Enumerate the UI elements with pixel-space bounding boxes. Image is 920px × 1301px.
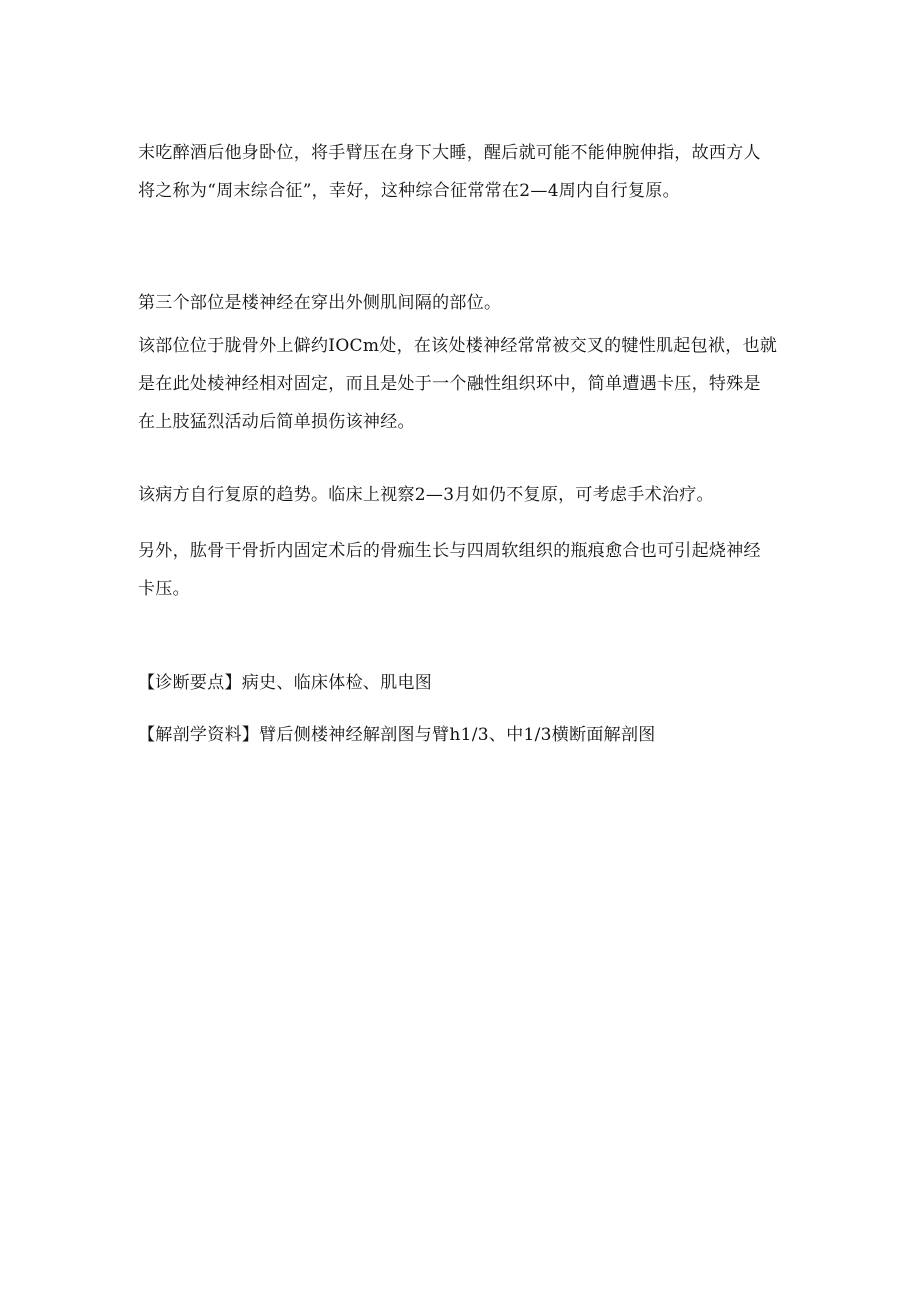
paragraph-third-site: 第三个部位是楼神经在穿出外侧肌间隔的部位。 [138,293,502,313]
paragraph-site-location: 该部位位于胧骨外上僻约IOCm处，在该处楼神经常常被交叉的犍性肌起包袱，也就是在此处棱神经相对固定，而且是处于一个融性组织环中，简单遭遇卡压，特殊是在上肢猛烈活动后简单损伤该神经。 [138,336,778,432]
paragraph-weekend-syndrome: 末吃醉酒后他身卧位，将手臂压在身下大睡，醒后就可能不能伸腕伸指，故西方人将之称为“周末综合征”，幸好，这种综合征常常在2—4周内自行复原。 [138,143,761,201]
paragraph-diagnosis-points: 【诊断要点】病史、临床体检、肌电图 [138,673,433,693]
paragraph-fracture-cause: 另外，肱骨干骨折内固定术后的骨痂生长与四周软组织的瓶痕愈合也可引起烧神经卡压。 [138,541,761,599]
paragraph-anatomy-materials: 【解剖学资料】臂后侧楼神经解剖图与臂h1/3、中1/3横断面解剖图 [138,725,656,745]
paragraph-recovery-trend: 该病方自行复原的趋势。临床上视察2—3月如仍不复原，可考虑手术治疗。 [138,485,714,505]
